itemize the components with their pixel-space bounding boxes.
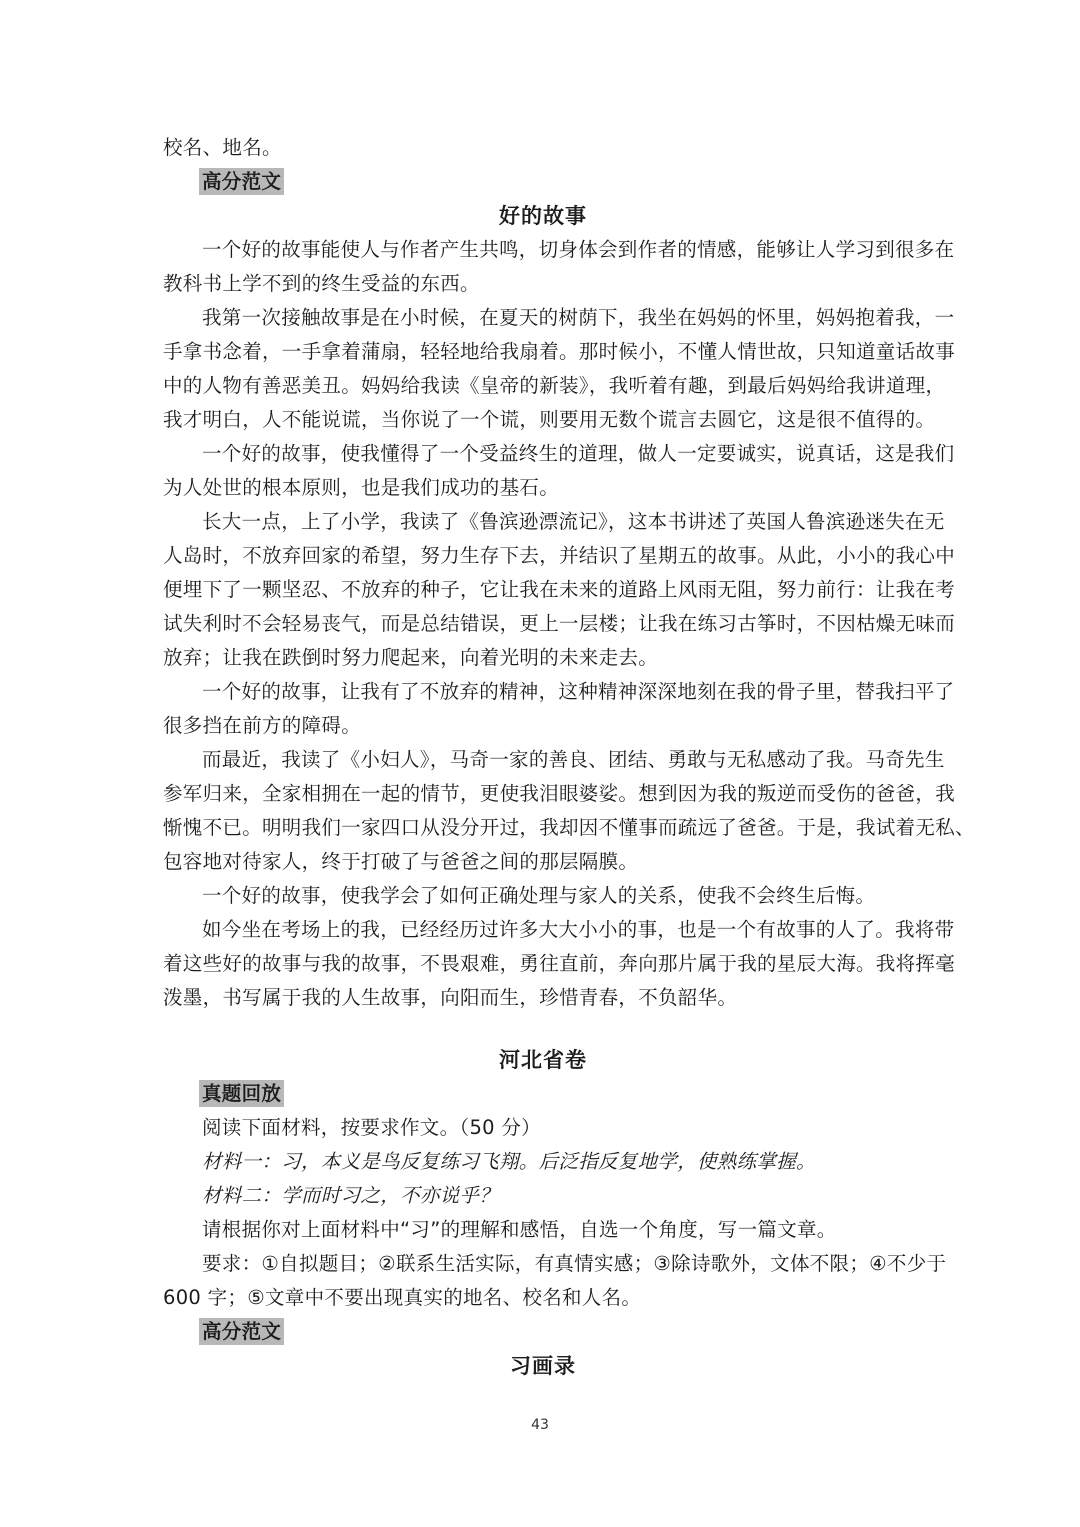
top-line: 校名、地名。 xyxy=(163,136,282,159)
section-tag-question xyxy=(163,1077,923,1111)
paragraph-line: 长大一点，上了小学，我读了《鲁滨逊漂流记》，这本书讲述了英国人鲁滨逊迷失在无 xyxy=(202,510,945,533)
paragraph-line: 一个好的故事，使我学会了如何正确处理与家人的关系，使我不会终生后悔。 xyxy=(202,884,876,907)
requirements-line: 600 字；⑤文章中不要出现真实的地名、校名和人名。 xyxy=(163,1286,642,1309)
page-content xyxy=(163,131,975,1383)
paragraph-line: 教科书上学不到的终生受益的东西。 xyxy=(163,272,480,295)
paragraph-line: 一个好的故事，让我有了不放弃的精神，这种精神深深地刻在我的骨子里，替我扫平了 xyxy=(202,680,955,703)
requirements-line: 要求：①自拟题目；②联系生活实际，有真情实感；③除诗歌外，文体不限；④不少于 xyxy=(202,1252,947,1275)
question-line: 阅读下面材料，按要求作文。（50 分） xyxy=(202,1116,541,1139)
paragraph-line: 手拿书念着，一手拿着蒲扇，轻轻地给我扇着。那时候小，不懂人情世故，只知道童话故事 xyxy=(163,340,956,363)
material-two: 材料二：学而时习之，不亦说乎？ xyxy=(202,1184,500,1207)
page-number: 43 xyxy=(531,1417,549,1433)
tag-label: 真题回放 xyxy=(199,1080,284,1107)
section-heading: 河北省卷 xyxy=(499,1048,587,1072)
paragraph-line: 为人处世的根本原则，也是我们成功的基石。 xyxy=(163,476,560,499)
paragraph-line: 便埋下了一颗坚忍、不放弃的种子，它让我在未来的道路上风雨无阻，努力前行：让我在考 xyxy=(163,578,956,601)
tag-label: 高分范文 xyxy=(199,1318,284,1345)
paragraph-line: 一个好的故事能使人与作者产生共鸣，切身体会到作者的情感，能够让人学习到很多在 xyxy=(202,238,955,261)
paragraph-line: 我才明白，人不能说谎，当你说了一个谎，则要用无数个谎言去圆它，这是很不值得的。 xyxy=(163,408,936,431)
paragraph-line: 惭愧不已。明明我们一家四口从没分开过，我却因不懂事而疏远了爸爸。于是，我试着无私、 xyxy=(163,816,975,839)
paragraph-line: 很多挡在前方的障碍。 xyxy=(163,714,362,737)
section-tag-essay xyxy=(163,1315,923,1349)
paragraph-line: 试失利时不会轻易丧气，而是总结错误，更上一层楼；让我在练习古筝时，不因枯燥无味而 xyxy=(163,612,956,635)
question-line: 请根据你对上面材料中“习”的理解和感悟，自选一个角度，写一篇文章。 xyxy=(202,1218,837,1241)
paragraph-line: 着这些好的故事与我的故事，不畏艰难，勇往直前，奔向那片属于我的星辰大海。我将挥毫 xyxy=(163,952,956,975)
section-tag-essay xyxy=(163,165,923,199)
paragraph-line: 如今坐在考场上的我，已经经历过许多大大小小的事，也是一个有故事的人了。我将带 xyxy=(202,918,955,941)
essay-title: 好的故事 xyxy=(499,204,587,228)
section-gap xyxy=(163,1015,923,1043)
paragraph-line: 泼墨，书写属于我的人生故事，向阳而生，珍惜青春，不负韶华。 xyxy=(163,986,738,1009)
paragraph-line: 而最近，我读了《小妇人》，马奇一家的善良、团结、勇敢与无私感动了我。马奇先生 xyxy=(202,748,945,771)
paragraph-line: 我第一次接触故事是在小时候，在夏天的树荫下，我坐在妈妈的怀里，妈妈抱着我，一 xyxy=(202,306,955,329)
paragraph-line: 放弃；让我在跌倒时努力爬起来，向着光明的未来走去。 xyxy=(163,646,659,669)
essay-title: 习画录 xyxy=(510,1354,576,1378)
paragraph-line: 参军归来，全家相拥在一起的情节，更使我泪眼婆娑。想到因为我的叛逆而受伤的爸爸，我 xyxy=(163,782,956,805)
paragraph-line: 一个好的故事，使我懂得了一个受益终生的道理，做人一定要诚实，说真话，这是我们 xyxy=(202,442,955,465)
tag-label: 高分范文 xyxy=(199,168,284,195)
paragraph-line: 中的人物有善恶美丑。妈妈给我读《皇帝的新装》，我听着有趣，到最后妈妈给我讲道理， xyxy=(163,374,946,397)
paragraph-line: 包容地对待家人，终于打破了与爸爸之间的那层隔膜。 xyxy=(163,850,639,873)
material-one: 材料一：习，本义是鸟反复练习飞翔。后泛指反复地学，使熟练掌握。 xyxy=(202,1150,816,1173)
paragraph-line: 人岛时，不放弃回家的希望，努力生存下去，并结识了星期五的故事。从此，小小的我心中 xyxy=(163,544,956,567)
